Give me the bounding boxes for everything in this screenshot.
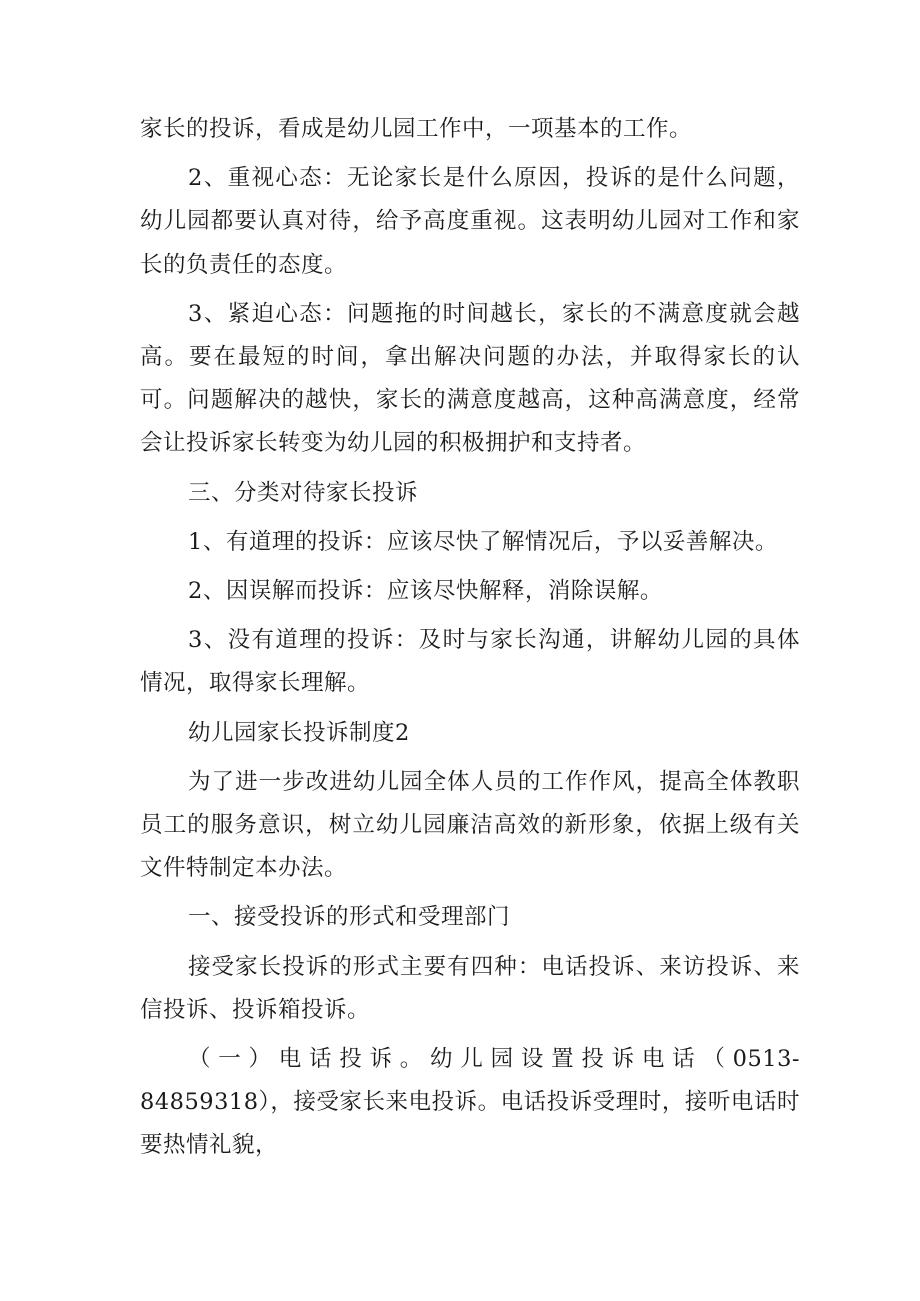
paragraph: 家长的投诉，看成是幼儿园工作中，一项基本的工作。 <box>140 116 693 142</box>
paragraph: 为了进一步改进幼儿园全体人员的工作作风，提高全体教职员工的服务意识，树立幼儿园廉洁高效的新形象，依据上级有关文件特制定本办法。 <box>140 768 800 882</box>
paragraph: （一）电话投诉。幼儿园设置投诉电话（0513-84859318），接受家长来电投诉。电话投诉受理时，接听电话时要热情礼貌， <box>140 1046 800 1159</box>
paragraph: 2、因误解而投诉：应该尽快解释，消除误解。 <box>188 578 663 605</box>
paragraph: 3、没有道理的投诉：及时与家长沟通，讲解幼儿园的具体情况，取得家长理解。 <box>140 627 800 697</box>
paragraph: 3、紧迫心态：问题拖的时间越长，家长的不满意度就会越高。要在最短的时间，拿出解决问题的办法，并取得家长的认可。问题解决的越快，家长的满意度越高，这种高满意度，经常会让投诉家长转变为幼儿园的积极拥护和支持者。 <box>140 300 800 457</box>
section-heading: 一、接受投诉的形式和受理部门 <box>188 904 511 931</box>
document-title: 幼儿园家长投诉制度2 <box>188 719 410 746</box>
section-heading: 三、分类对待家长投诉 <box>188 479 419 506</box>
paragraph: 接受家长投诉的形式主要有四种：电话投诉、来访投诉、来信投诉、投诉箱投诉。 <box>140 953 800 1023</box>
paragraph: 2、重视心态：无论家长是什么原因，投诉的是什么问题，幼儿园都要认真对待，给予高度重视。这表明幼儿园对工作和家长的负责任的态度。 <box>140 165 800 278</box>
document-body <box>140 108 800 1174</box>
paragraph: 1、有道理的投诉：应该尽快了解情况后，予以妥善解决。 <box>188 528 778 555</box>
